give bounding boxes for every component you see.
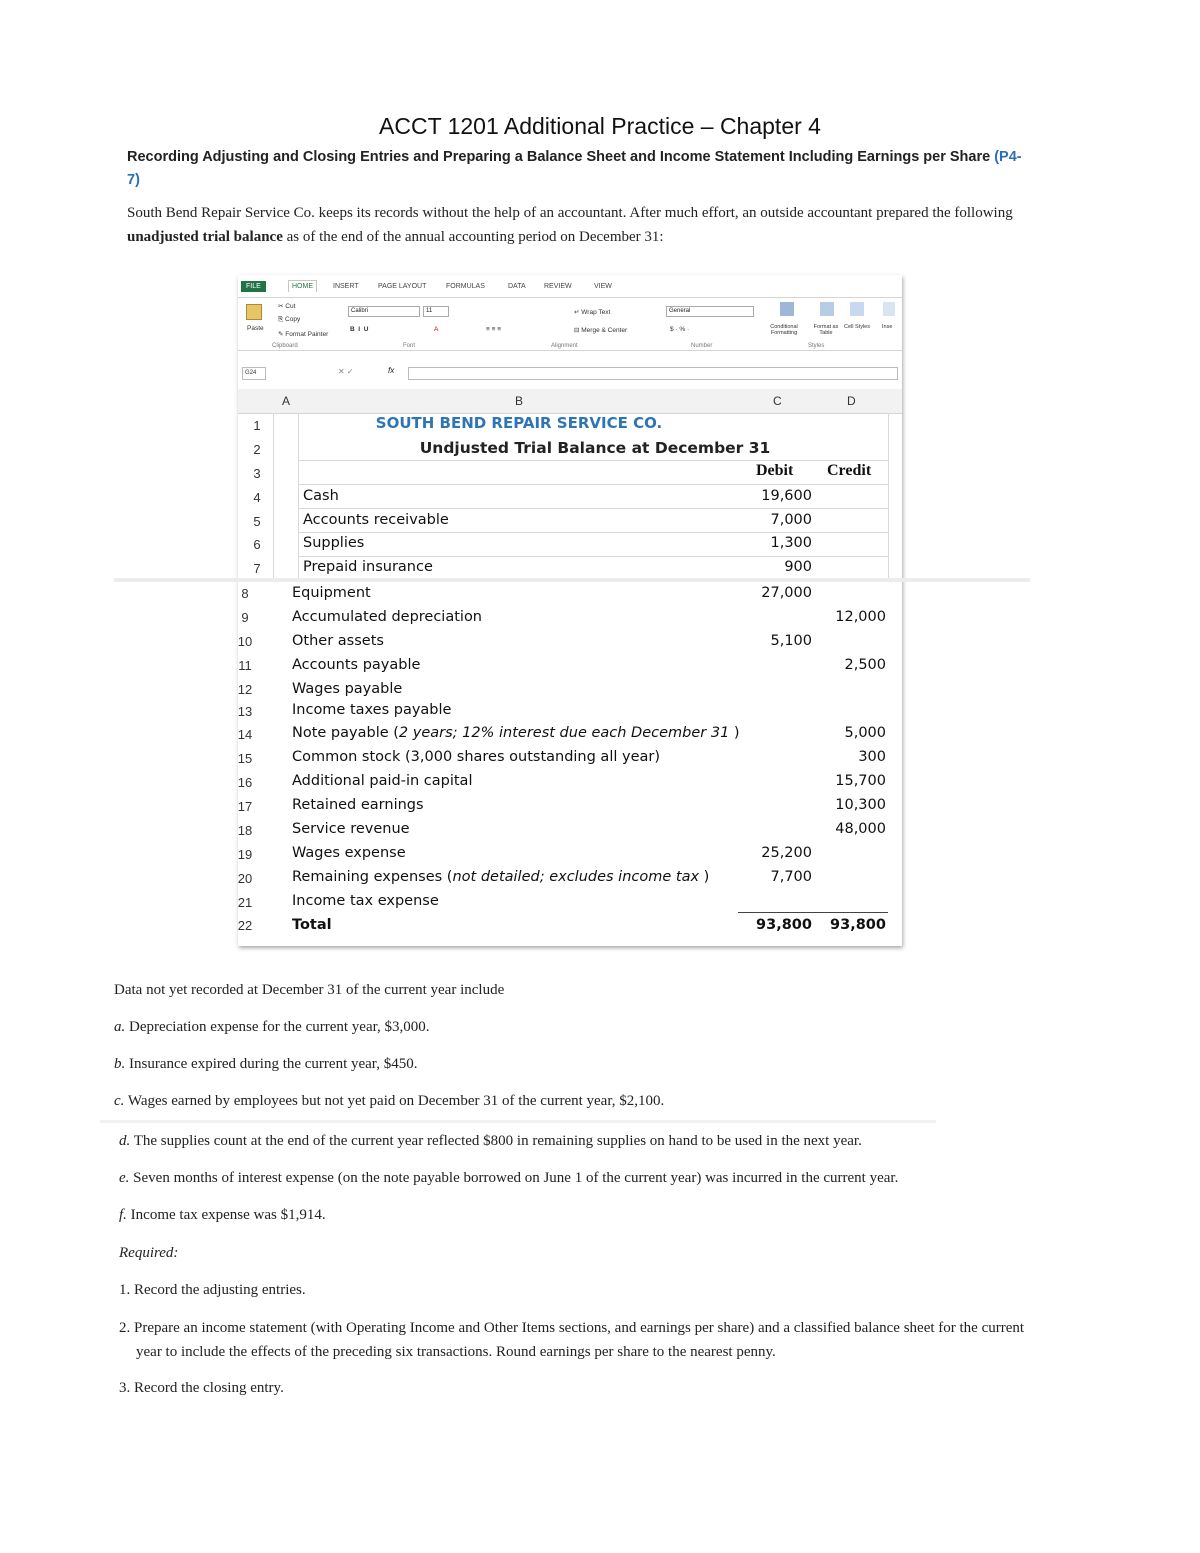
formula-bar <box>238 363 902 383</box>
intro-text-1: South Bend Repair Service Co. keeps its records without the help of an accountant. After much effort, an outside accountant prepared the following <box>127 205 1013 221</box>
account-name-note-payable <box>292 725 740 741</box>
credit-value: 2,500 <box>844 657 886 673</box>
row-number[interactable]: 9 <box>241 610 249 625</box>
credit-value: 48,000 <box>835 821 886 837</box>
grid-line <box>298 508 888 509</box>
debit-value: 7,700 <box>770 869 812 885</box>
item-letter: d. <box>119 1133 131 1149</box>
row-number[interactable]: 15 <box>237 751 253 766</box>
remaining-suffix: ) <box>699 869 710 885</box>
account-name: Service revenue <box>292 821 410 837</box>
tab-home[interactable]: HOME <box>288 280 317 292</box>
wrap-text-button[interactable] <box>574 308 610 316</box>
account-name: Common stock (3,000 shares outstanding all year) <box>292 749 660 765</box>
number-format-select[interactable]: General <box>666 306 754 317</box>
grid-line <box>298 556 888 557</box>
copy-button[interactable] <box>278 316 300 324</box>
row-number[interactable]: 5 <box>253 514 261 529</box>
debit-value: 25,200 <box>761 845 812 861</box>
row-number[interactable]: 10 <box>237 634 253 649</box>
format-as-table-icon[interactable] <box>820 302 834 316</box>
row-number[interactable]: 4 <box>253 490 261 505</box>
item-text: Income tax expense was $1,914. <box>126 1207 326 1223</box>
debit-header: Debit <box>756 462 794 479</box>
font-color-icon[interactable]: A <box>434 326 439 333</box>
font-group-label: Font <box>403 343 416 349</box>
tab-page-layout[interactable]: PAGE LAYOUT <box>378 283 427 290</box>
grid-line <box>298 460 888 461</box>
data-item-d <box>119 1133 862 1150</box>
credit-value: 15,700 <box>835 773 886 789</box>
item-letter: b. <box>114 1056 126 1072</box>
account-name: Additional paid-in capital <box>292 773 473 789</box>
wrap-text-label: Wrap Text <box>581 309 611 316</box>
tab-view[interactable]: VIEW <box>594 283 612 290</box>
tab-data[interactable]: DATA <box>508 283 526 290</box>
conditional-formatting-label[interactable]: Conditional Formatting <box>770 324 798 336</box>
cancel-confirm-icons[interactable]: ✕ ✓ <box>338 367 354 376</box>
item-text: The supplies count at the end of the current year reflected $800 in remaining supplies on hand to be used in the next year. <box>130 1133 862 1149</box>
merge-icon: ⊟ <box>574 327 580 334</box>
row-number[interactable]: 21 <box>237 895 253 910</box>
merge-center-button[interactable] <box>574 326 627 334</box>
required-item-2: 2. Prepare an income statement (with Operating Income and Other Items sections, and earnings per share) and a classified balance sheet for the current year to include the effects of the preceding six transactions. Round earnings per share to the nearest penny. <box>119 1320 1025 1360</box>
required-label <box>119 1245 178 1262</box>
debit-value: 5,100 <box>770 633 812 649</box>
row-number[interactable]: 22 <box>237 918 253 933</box>
tab-formulas[interactable]: FORMULAS <box>446 283 485 290</box>
copy-label: Copy <box>285 316 301 323</box>
grid-line <box>298 532 888 533</box>
problem-heading <box>127 146 1027 192</box>
trial-balance-title: Undjusted Trial Balance at December 31 <box>419 439 771 457</box>
row-number[interactable]: 20 <box>237 871 253 886</box>
name-box[interactable]: G24 <box>242 367 266 380</box>
item-letter: e. <box>119 1170 130 1186</box>
currency-percent-icons[interactable]: $ · % · <box>670 326 690 333</box>
company-name: SOUTH BEND REPAIR SERVICE CO. <box>375 414 663 432</box>
clipboard-group-label: Clipboard <box>272 343 298 349</box>
account-name: Income taxes payable <box>292 702 452 718</box>
format-as-table-label[interactable]: Format as Table <box>813 324 839 336</box>
data-item-b <box>114 1056 417 1073</box>
document-title: ACCT 1201 Additional Practice – Chapter 4 <box>379 113 821 139</box>
scissors-icon: ✂ <box>278 303 284 310</box>
account-name: Prepaid insurance <box>303 559 433 575</box>
row-number[interactable]: 16 <box>237 775 253 790</box>
column-header-d[interactable]: D <box>847 394 856 408</box>
debit-value: 27,000 <box>761 585 812 601</box>
row-number[interactable]: 1 <box>253 418 261 433</box>
tab-insert[interactable]: INSERT <box>333 283 359 290</box>
account-name: Wages payable <box>292 681 403 697</box>
cell-styles-icon[interactable] <box>850 302 864 316</box>
account-name: Supplies <box>303 535 365 551</box>
item-text: Insurance expired during the current year, $450. <box>125 1056 418 1072</box>
right-border <box>888 413 889 578</box>
align-icons[interactable]: ≡ ≡ ≡ <box>486 326 501 333</box>
row-number[interactable]: 3 <box>253 466 261 481</box>
cut-label: Cut <box>285 303 296 310</box>
account-name: Accumulated depreciation <box>292 609 483 625</box>
note-terms: 2 years; 12% interest due each December 31 <box>398 725 730 741</box>
formula-input[interactable] <box>408 367 898 380</box>
row-number[interactable]: 7 <box>253 561 261 576</box>
cell-styles-label[interactable]: Cell Styles <box>844 324 870 330</box>
item-letter: a. <box>114 1019 126 1035</box>
account-name: Other assets <box>292 633 384 649</box>
account-name: Cash <box>303 488 339 504</box>
copy-icon: ⎘ <box>278 316 284 323</box>
data-item-f <box>119 1207 326 1224</box>
font-name-select[interactable]: Calibri <box>348 306 420 317</box>
intro-bold-term: unadjusted trial balance <box>127 229 283 245</box>
paste-label[interactable]: Paste <box>247 325 264 332</box>
row-number[interactable]: 8 <box>241 586 249 601</box>
note-prefix: Note payable ( <box>292 725 399 741</box>
intro-text-2: as of the end of the annual accounting period on December 31: <box>282 229 664 245</box>
debit-value: 19,600 <box>761 488 812 504</box>
credit-value: 300 <box>858 749 886 765</box>
font-size-select[interactable]: 11 <box>423 306 449 317</box>
remaining-prefix: Remaining expenses ( <box>292 869 453 885</box>
credit-total: 93,800 <box>830 917 886 933</box>
remaining-detail: not detailed; excludes income tax <box>452 869 700 885</box>
data-item-e <box>119 1170 898 1187</box>
item-letter: c. <box>114 1093 125 1109</box>
alignment-group-label: Alignment <box>551 343 578 349</box>
required-item-3: 3. Record the closing entry. <box>119 1380 284 1396</box>
row-number[interactable]: 17 <box>237 799 253 814</box>
item-text: Depreciation expense for the current year, $3,000. <box>125 1019 430 1035</box>
col-a-divider <box>298 413 299 578</box>
row-number[interactable]: 13 <box>237 704 253 719</box>
column-header-c[interactable]: C <box>773 394 782 408</box>
tab-review[interactable]: REVIEW <box>544 283 572 290</box>
account-name: Wages expense <box>292 845 406 861</box>
conditional-formatting-icon[interactable] <box>780 302 794 316</box>
tab-file[interactable]: FILE <box>241 281 266 292</box>
debit-value: 900 <box>784 559 812 575</box>
debit-value: 1,300 <box>770 535 812 551</box>
bold-italic-underline-buttons[interactable]: B I U <box>350 326 369 333</box>
row-number[interactable]: 2 <box>253 442 261 457</box>
item-text: Wages earned by employees but not yet paid on December 31 of the current year, $2,100. <box>124 1093 665 1109</box>
merge-center-label: Merge & Center <box>581 327 628 334</box>
total-rule <box>738 912 888 913</box>
row-number[interactable]: 11 <box>238 658 252 673</box>
data-item-a <box>114 1019 430 1036</box>
cut-button[interactable] <box>278 302 295 310</box>
problem-heading-text: Recording Adjusting and Closing Entries and Preparing a Balance Sheet and Income Statement Including Earnings per Share <box>127 149 991 165</box>
account-name: Equipment <box>292 585 371 601</box>
image-seam <box>114 578 1030 582</box>
insert-icon[interactable] <box>883 302 895 316</box>
format-painter-label: Format Painter <box>285 331 329 338</box>
data-intro: Data not yet recorded at December 31 of the current year include <box>114 982 505 998</box>
row-number[interactable]: 14 <box>237 727 253 742</box>
data-item-c <box>114 1093 664 1110</box>
account-name: Accounts payable <box>292 657 421 673</box>
row-number[interactable]: 12 <box>237 682 253 697</box>
brush-icon: ✎ <box>278 331 284 338</box>
column-header-b[interactable]: B <box>515 394 524 408</box>
intro-paragraph <box>127 201 1047 249</box>
required-item-1: 1. Record the adjusting entries. <box>119 1282 306 1298</box>
ribbon-tabs <box>238 275 902 297</box>
ribbon <box>238 297 902 351</box>
fx-icon[interactable]: fx <box>388 366 395 375</box>
credit-value: 5,000 <box>844 725 886 741</box>
column-header-a[interactable]: A <box>282 394 291 408</box>
item-text: Seven months of interest expense (on the note payable borrowed on June 1 of the current year) was incurred in the current year. <box>129 1170 899 1186</box>
debit-total: 93,800 <box>756 917 812 933</box>
number-group-label: Number <box>691 343 713 349</box>
styles-group-label: Styles <box>808 343 825 349</box>
paste-icon[interactable] <box>246 304 262 320</box>
credit-header: Credit <box>827 462 872 479</box>
insert-label[interactable]: Inse <box>882 324 893 330</box>
required-label-text: Required: <box>119 1245 179 1261</box>
wrap-text-icon: ↵ <box>574 309 580 316</box>
format-painter-button[interactable] <box>278 330 328 338</box>
image-seam <box>100 1120 936 1123</box>
row-number[interactable]: 19 <box>237 847 253 862</box>
row-number[interactable]: 6 <box>253 537 261 552</box>
account-name: Accounts receivable <box>303 512 449 528</box>
account-name: Retained earnings <box>292 797 424 813</box>
debit-value: 7,000 <box>770 512 812 528</box>
grid-line <box>298 484 888 485</box>
row-number[interactable]: 18 <box>237 823 253 838</box>
note-suffix: ) <box>729 725 740 741</box>
item-letter: f. <box>119 1207 127 1223</box>
total-label: Total <box>292 917 332 933</box>
account-name-remaining-expenses <box>292 869 709 885</box>
credit-value: 12,000 <box>835 609 886 625</box>
account-name: Income tax expense <box>292 893 439 909</box>
problem-reference: (P4-7) <box>127 149 1022 188</box>
column-header-bar <box>238 389 902 414</box>
credit-value: 10,300 <box>835 797 886 813</box>
